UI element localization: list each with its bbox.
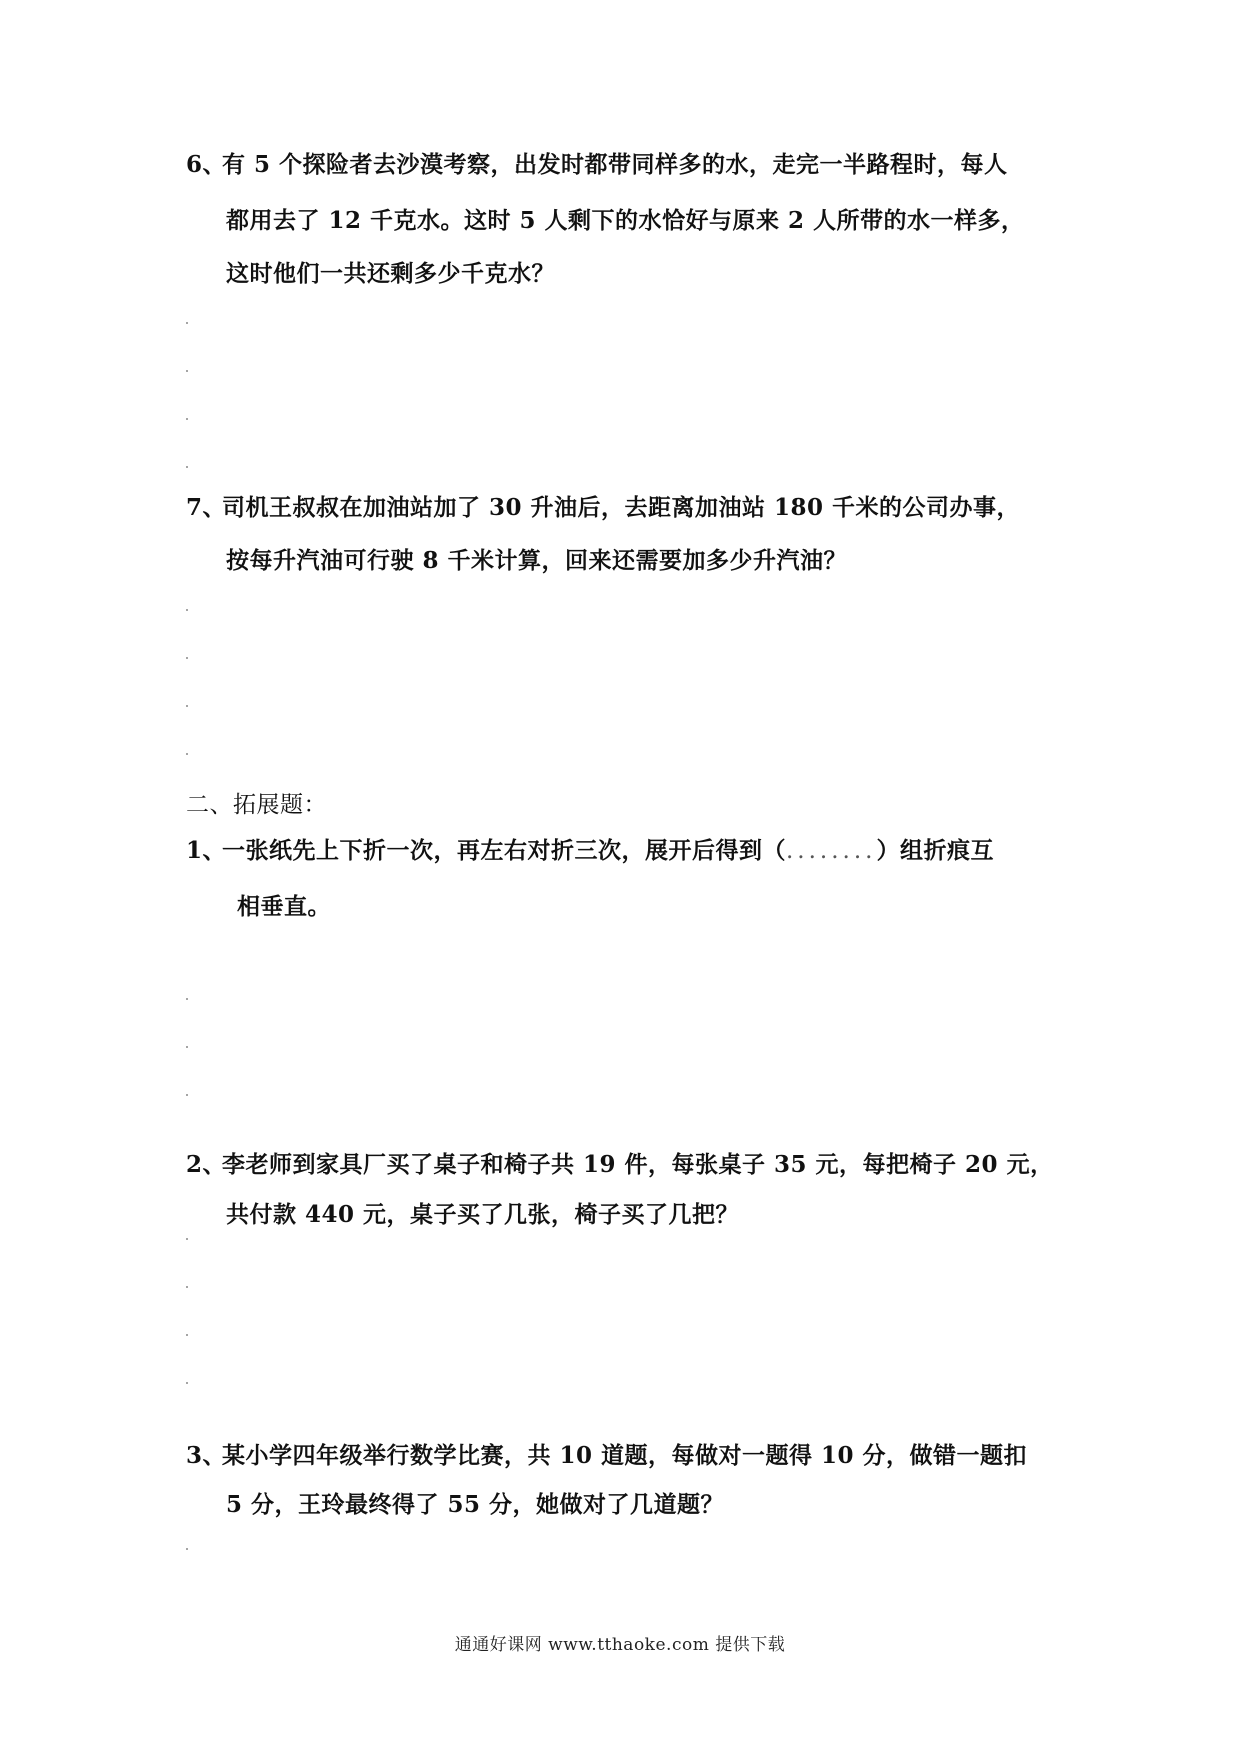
question-number: 3、 (186, 1442, 227, 1469)
scan-speck (186, 1334, 188, 1336)
extension-2-line-2: 共付款 440 元，桌子买了几张，椅子买了几把？ (226, 1201, 740, 1228)
scan-speck (186, 998, 188, 1000)
question-text-after: ）组折痕互 (876, 837, 994, 864)
scan-speck (186, 1238, 188, 1240)
scan-speck (186, 1094, 188, 1096)
scan-speck (186, 1046, 188, 1048)
scan-speck (186, 1548, 188, 1550)
scan-speck (186, 609, 188, 611)
scan-speck (186, 1286, 188, 1288)
question-text: 司机王叔叔在加油站加了 30 升油后，去距离加油站 180 千米的公司办事， (222, 494, 1021, 521)
scan-speck (186, 657, 188, 659)
footer-source: 通通好课网 www.tthaoke.com 提供下载 (454, 1635, 786, 1655)
extension-1-line-1 (186, 836, 994, 866)
extension-3-line-1 (186, 1441, 1027, 1471)
scan-speck (186, 418, 188, 420)
question-text: 李老师到家具厂买了桌子和椅子共 19 件，每张桌子 35 元，每把椅子 20 元， (222, 1151, 1054, 1178)
question-number: 6、 (186, 151, 227, 178)
scan-speck (186, 705, 188, 707)
question-6-line-3: 这时他们一共还剩多少千克水？ (226, 260, 555, 287)
question-7-line-1 (186, 493, 1020, 523)
question-6-line-2: 都用去了 12 千克水。这时 5 人剩下的水恰好与原来 2 人所带的水一样多， (226, 207, 1025, 234)
answer-blank[interactable]: ........ (786, 838, 877, 864)
extension-3-line-2: 5 分，王玲最终得了 55 分，她做对了几道题？ (226, 1491, 725, 1518)
question-6-line-1 (186, 150, 1008, 180)
extension-1-line-2: 相垂直。 (237, 893, 331, 920)
question-number: 2、 (186, 1151, 227, 1178)
scan-speck (186, 753, 188, 755)
scan-speck (186, 466, 188, 468)
scan-speck (186, 370, 188, 372)
section-title: 二、拓展题： (186, 792, 327, 818)
question-number: 1、 (186, 837, 227, 864)
question-text: 一张纸先上下折一次，再左右对折三次，展开后得到（ (222, 837, 786, 864)
question-7-line-2: 按每升汽油可行驶 8 千米计算，回来还需要加多少升汽油？ (226, 547, 848, 574)
question-number: 7、 (186, 494, 227, 521)
extension-2-line-1 (186, 1150, 1054, 1180)
scan-speck (186, 322, 188, 324)
scan-speck (186, 1382, 188, 1384)
question-text: 某小学四年级举行数学比赛，共 10 道题，每做对一题得 10 分，做错一题扣 (222, 1442, 1028, 1469)
question-text: 有 5 个探险者去沙漠考察，出发时都带同样多的水，走完一半路程时，每人 (222, 151, 1008, 178)
